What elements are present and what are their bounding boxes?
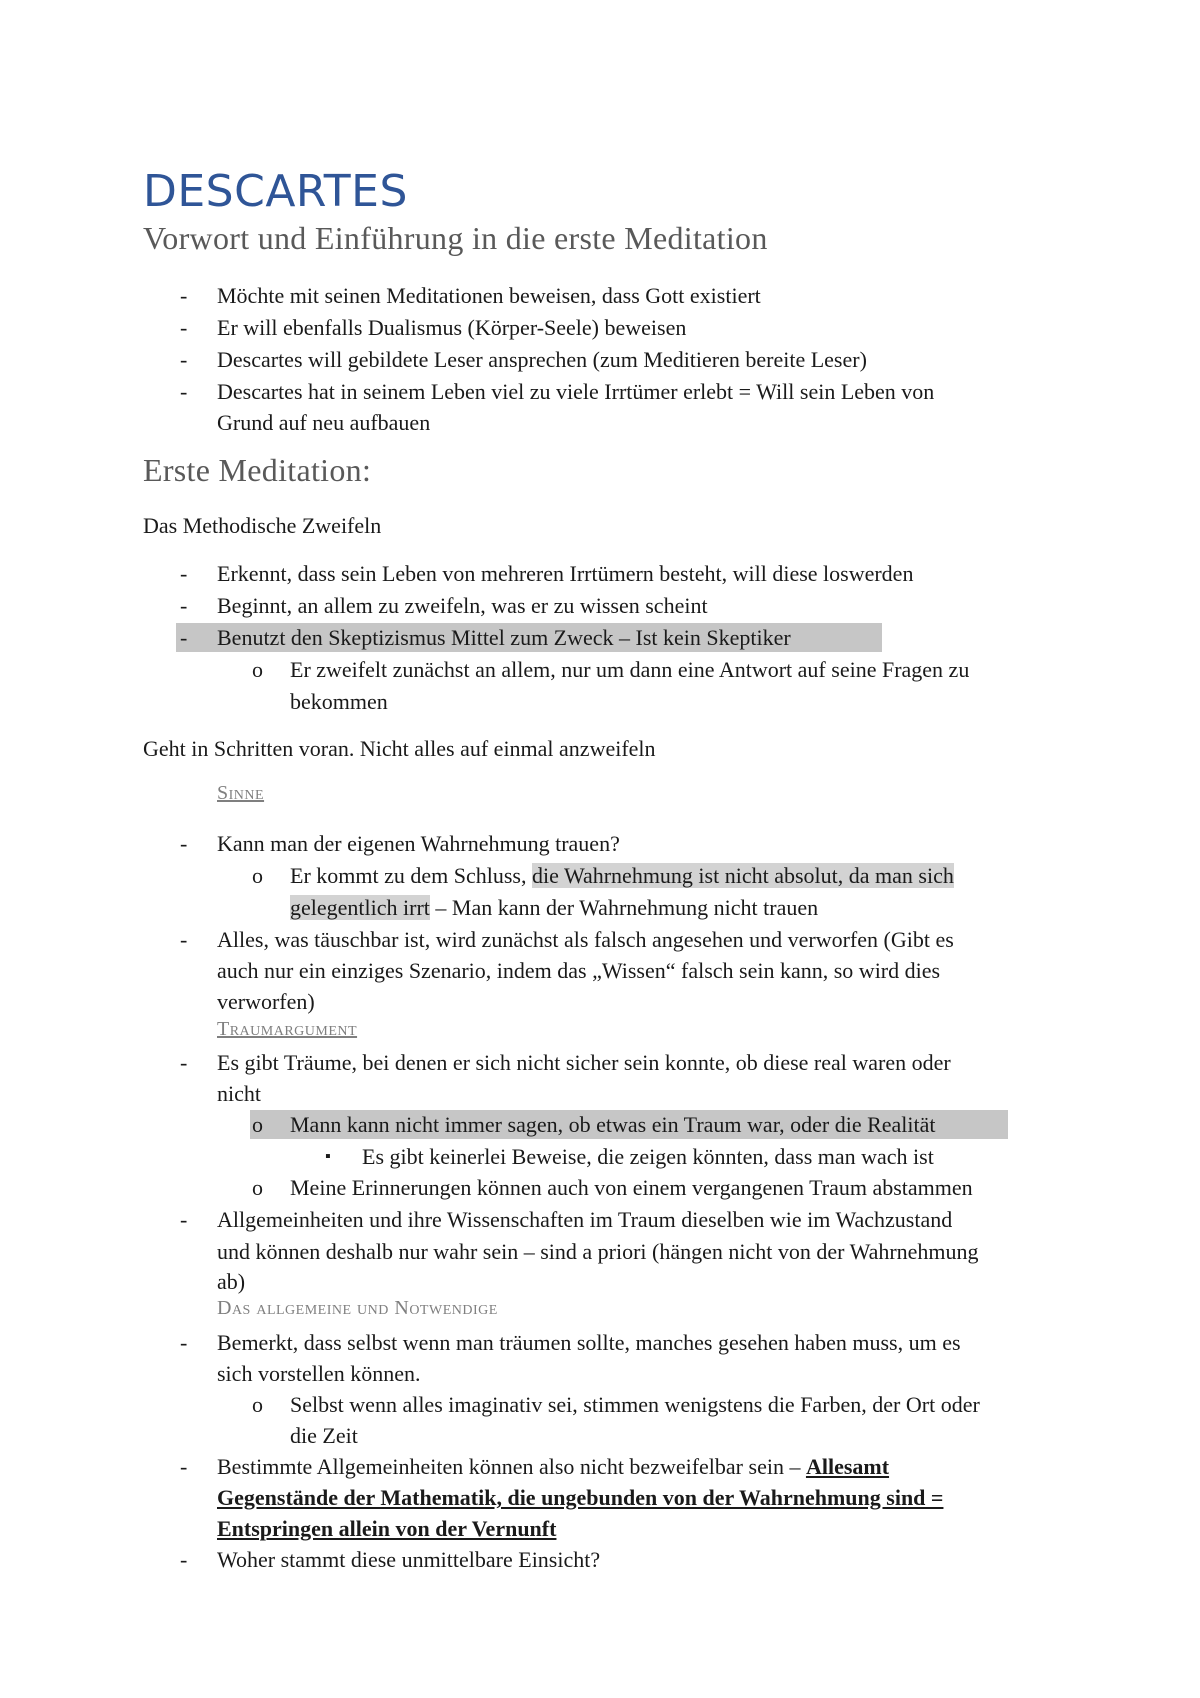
highlighted-text: gelegentlich irrt — [290, 895, 430, 920]
bullet-circle: o — [252, 1112, 263, 1137]
allg-bullet-3: Woher stammt diese unmittelbare Einsicht? — [217, 1547, 601, 1572]
bullet-circle: o — [252, 657, 263, 682]
traum-sub-1: Mann kann nicht immer sagen, ob etwas ein Traum war, oder die Realität — [290, 1112, 936, 1137]
bullet-dash: - — [180, 379, 188, 404]
bold-text: Gegenstände der Mathematik, die ungebunden von der Wahrnehmung sind = — [217, 1485, 944, 1510]
allg-bullet-2-cont — [217, 1482, 943, 1513]
bullet-circle: o — [252, 1392, 263, 1417]
intro-bullet-2: Er will ebenfalls Dualismus (Körper-Seele) beweisen — [217, 315, 687, 340]
intro-bullet-1: Möchte mit seinen Meditationen beweisen, dass Gott existiert — [217, 283, 761, 308]
bullet-dash: - — [180, 283, 188, 308]
method-bullet-3: Benutzt den Skeptizismus Mittel zum Zweck – Ist kein Skeptiker — [217, 625, 791, 650]
bullet-dash: - — [180, 625, 188, 650]
bold-text: Entspringen allein von der Vernunft — [217, 1516, 557, 1541]
bullet-square: ▪ — [325, 1148, 331, 1165]
allg-heading: Das allgemeine und Notwendige — [217, 1297, 498, 1319]
bullet-dash: - — [180, 315, 188, 340]
intro-bullet-4: Descartes hat in seinem Leben viel zu viele Irrtümer erlebt = Will sein Leben von — [217, 379, 935, 404]
section-heading: Erste Meditation: — [143, 452, 372, 488]
sinne-bullet-2-cont: verworfen) — [217, 989, 315, 1014]
steps-line: Geht in Schritten voran. Nicht alles auf einmal anzweifeln — [143, 736, 656, 761]
traum-subsub-1: Es gibt keinerlei Beweise, die zeigen könnten, dass man wach ist — [362, 1144, 934, 1169]
highlighted-text: die Wahrnehmung ist nicht absolut, da man sich — [531, 863, 954, 888]
sinne-heading: Sinne — [217, 782, 265, 804]
allg-sub-1: Selbst wenn alles imaginativ sei, stimmen wenigstens die Farben, der Ort oder — [290, 1392, 980, 1417]
allg-sub-1-cont: die Zeit — [290, 1423, 358, 1448]
intro-heading: Vorwort und Einführung in die erste Meditation — [143, 220, 768, 256]
sinne-sub-1: Er kommt zu dem Schluss, die Wahrnehmung ist nicht absolut, da man sich — [290, 863, 954, 888]
document-title: DESCARTES — [143, 166, 408, 217]
bullet-dash: - — [180, 347, 188, 372]
bullet-circle: o — [252, 863, 263, 888]
traum-bullet-2: Allgemeinheiten und ihre Wissenschaften im Traum dieselben wie im Wachzustand — [217, 1207, 953, 1232]
method-sub-1-cont: bekommen — [290, 689, 388, 714]
method-bullet-2: Beginnt, an allem zu zweifeln, was er zu wissen scheint — [217, 593, 708, 618]
bold-text: Allesamt — [805, 1454, 890, 1479]
sinne-bullet-1: Kann man der eigenen Wahrnehmung trauen? — [217, 831, 620, 856]
bullet-dash: - — [180, 1454, 188, 1479]
intro-bullet-4-cont: Grund auf neu aufbauen — [217, 410, 431, 435]
sinne-sub-1-cont: gelegentlich irrt – Man kann der Wahrnehmung nicht trauen — [290, 895, 819, 920]
traum-bullet-2-cont: ab) — [217, 1269, 246, 1294]
bullet-dash: - — [180, 831, 188, 856]
bullet-dash: - — [180, 593, 188, 618]
bullet-dash: - — [180, 927, 188, 952]
allg-bullet-2-cont — [217, 1513, 556, 1544]
traum-bullet-2-cont: und können deshalb nur wahr sein – sind a priori (hängen nicht von der Wahrnehmung — [217, 1239, 979, 1264]
traum-heading: Traumargument — [217, 1018, 358, 1040]
bullet-dash: - — [180, 1050, 188, 1075]
sinne-bullet-2-cont: auch nur ein einziges Szenario, indem das „Wissen“ falsch sein kann, so wird dies — [217, 958, 941, 983]
method-sub-1: Er zweifelt zunächst an allem, nur um dann eine Antwort auf seine Fragen zu — [290, 657, 970, 682]
allg-bullet-1-cont: sich vorstellen können. — [217, 1361, 421, 1386]
bullet-dash: - — [180, 1547, 188, 1572]
intro-bullet-3: Descartes will gebildete Leser ansprechen (zum Meditieren bereite Leser) — [217, 347, 867, 372]
allg-bullet-1: Bemerkt, dass selbst wenn man träumen sollte, manches gesehen haben muss, um es — [217, 1330, 961, 1355]
sinne-bullet-2: Alles, was täuschbar ist, wird zunächst als falsch angesehen und verworfen (Gibt es — [217, 927, 954, 952]
allg-bullet-2: Bestimmte Allgemeinheiten können also nicht bezweifelbar sein – Allesamt — [217, 1454, 890, 1479]
bullet-dash: - — [180, 1330, 188, 1355]
method-label: Das Methodische Zweifeln — [143, 513, 382, 538]
bullet-dash: - — [180, 1207, 188, 1232]
method-bullet-1: Erkennt, dass sein Leben von mehreren Irrtümern besteht, will diese loswerden — [217, 561, 914, 586]
bullet-dash: - — [180, 561, 188, 586]
traum-bullet-1-cont: nicht — [217, 1081, 261, 1106]
traum-sub-2: Meine Erinnerungen können auch von einem vergangenen Traum abstammen — [290, 1175, 973, 1200]
traum-bullet-1: Es gibt Träume, bei denen er sich nicht sicher sein konnte, ob diese real waren oder — [217, 1050, 951, 1075]
bullet-circle: o — [252, 1175, 263, 1200]
